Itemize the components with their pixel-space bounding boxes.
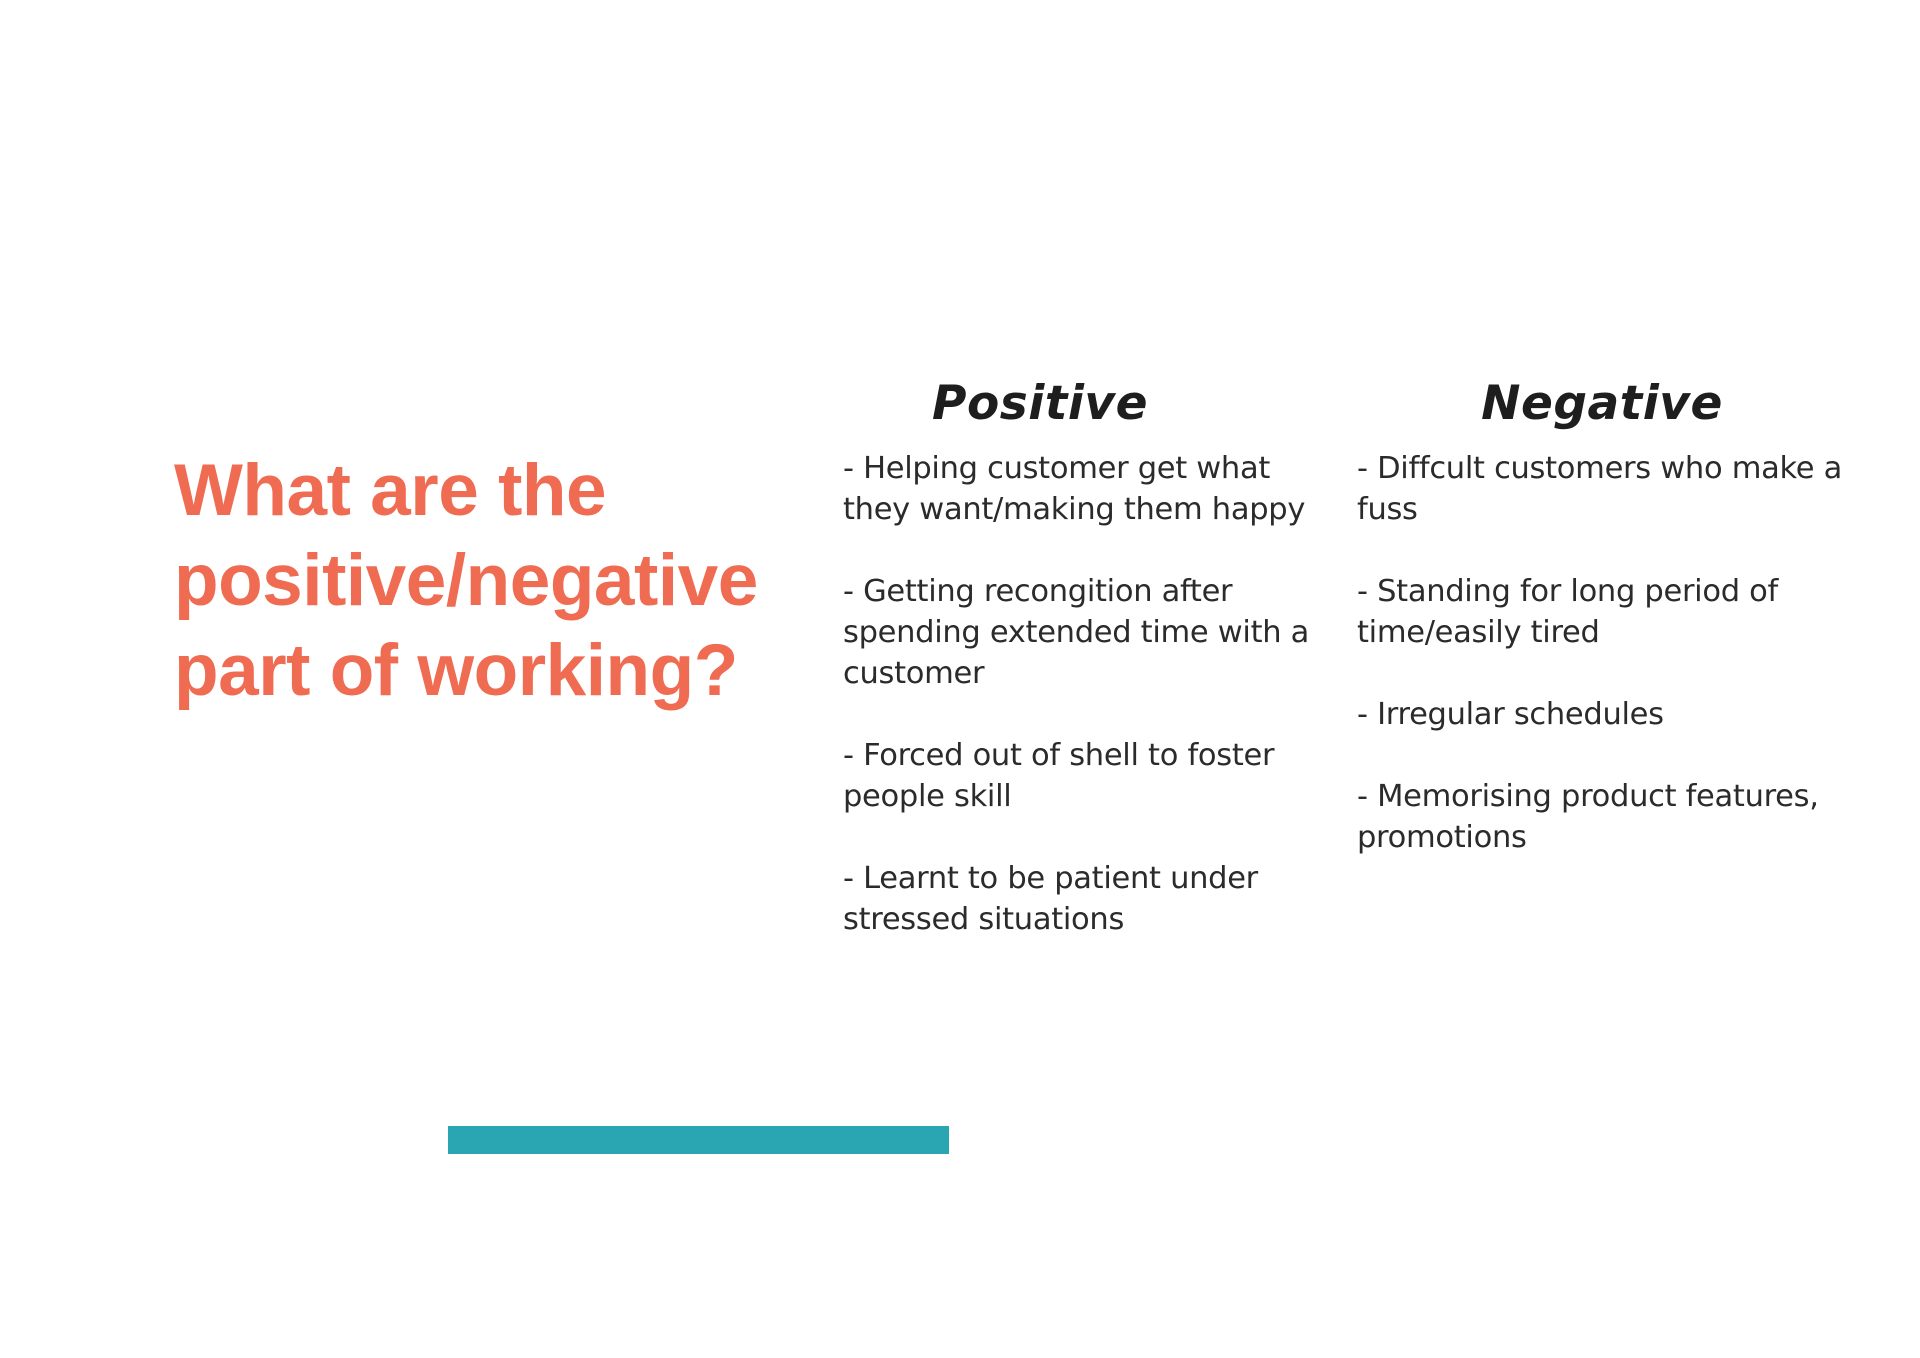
negative-item: - Irregular schedules — [1357, 697, 1664, 732]
negative-item: - Standing for long period of time/easily tired — [1357, 574, 1778, 650]
page-title — [174, 446, 794, 716]
title-block — [174, 446, 794, 716]
positive-heading: Positive — [932, 376, 1148, 431]
positive-item: - Forced out of shell to foster people skill — [843, 738, 1275, 814]
negative-item: - Memorising product features, promotions — [1357, 779, 1819, 855]
positive-item: - Learnt to be patient under stressed situations — [843, 861, 1258, 937]
title-line-1: What are the — [174, 450, 607, 531]
positive-column — [843, 372, 1323, 940]
negative-item: - Diffcult customers who make a fuss — [1357, 451, 1843, 527]
title-underline-bar — [448, 1126, 949, 1154]
positive-list — [843, 448, 1323, 940]
positive-item: - Getting recongition after spending extended time with a customer — [843, 574, 1310, 691]
negative-heading: Negative — [1481, 376, 1723, 431]
title-line-3: part of working? — [174, 630, 738, 711]
positive-item: - Helping customer get what they want/making them happy — [843, 451, 1306, 527]
negative-list — [1357, 448, 1867, 858]
title-line-2: positive/negative — [174, 540, 758, 621]
negative-column — [1357, 372, 1867, 858]
